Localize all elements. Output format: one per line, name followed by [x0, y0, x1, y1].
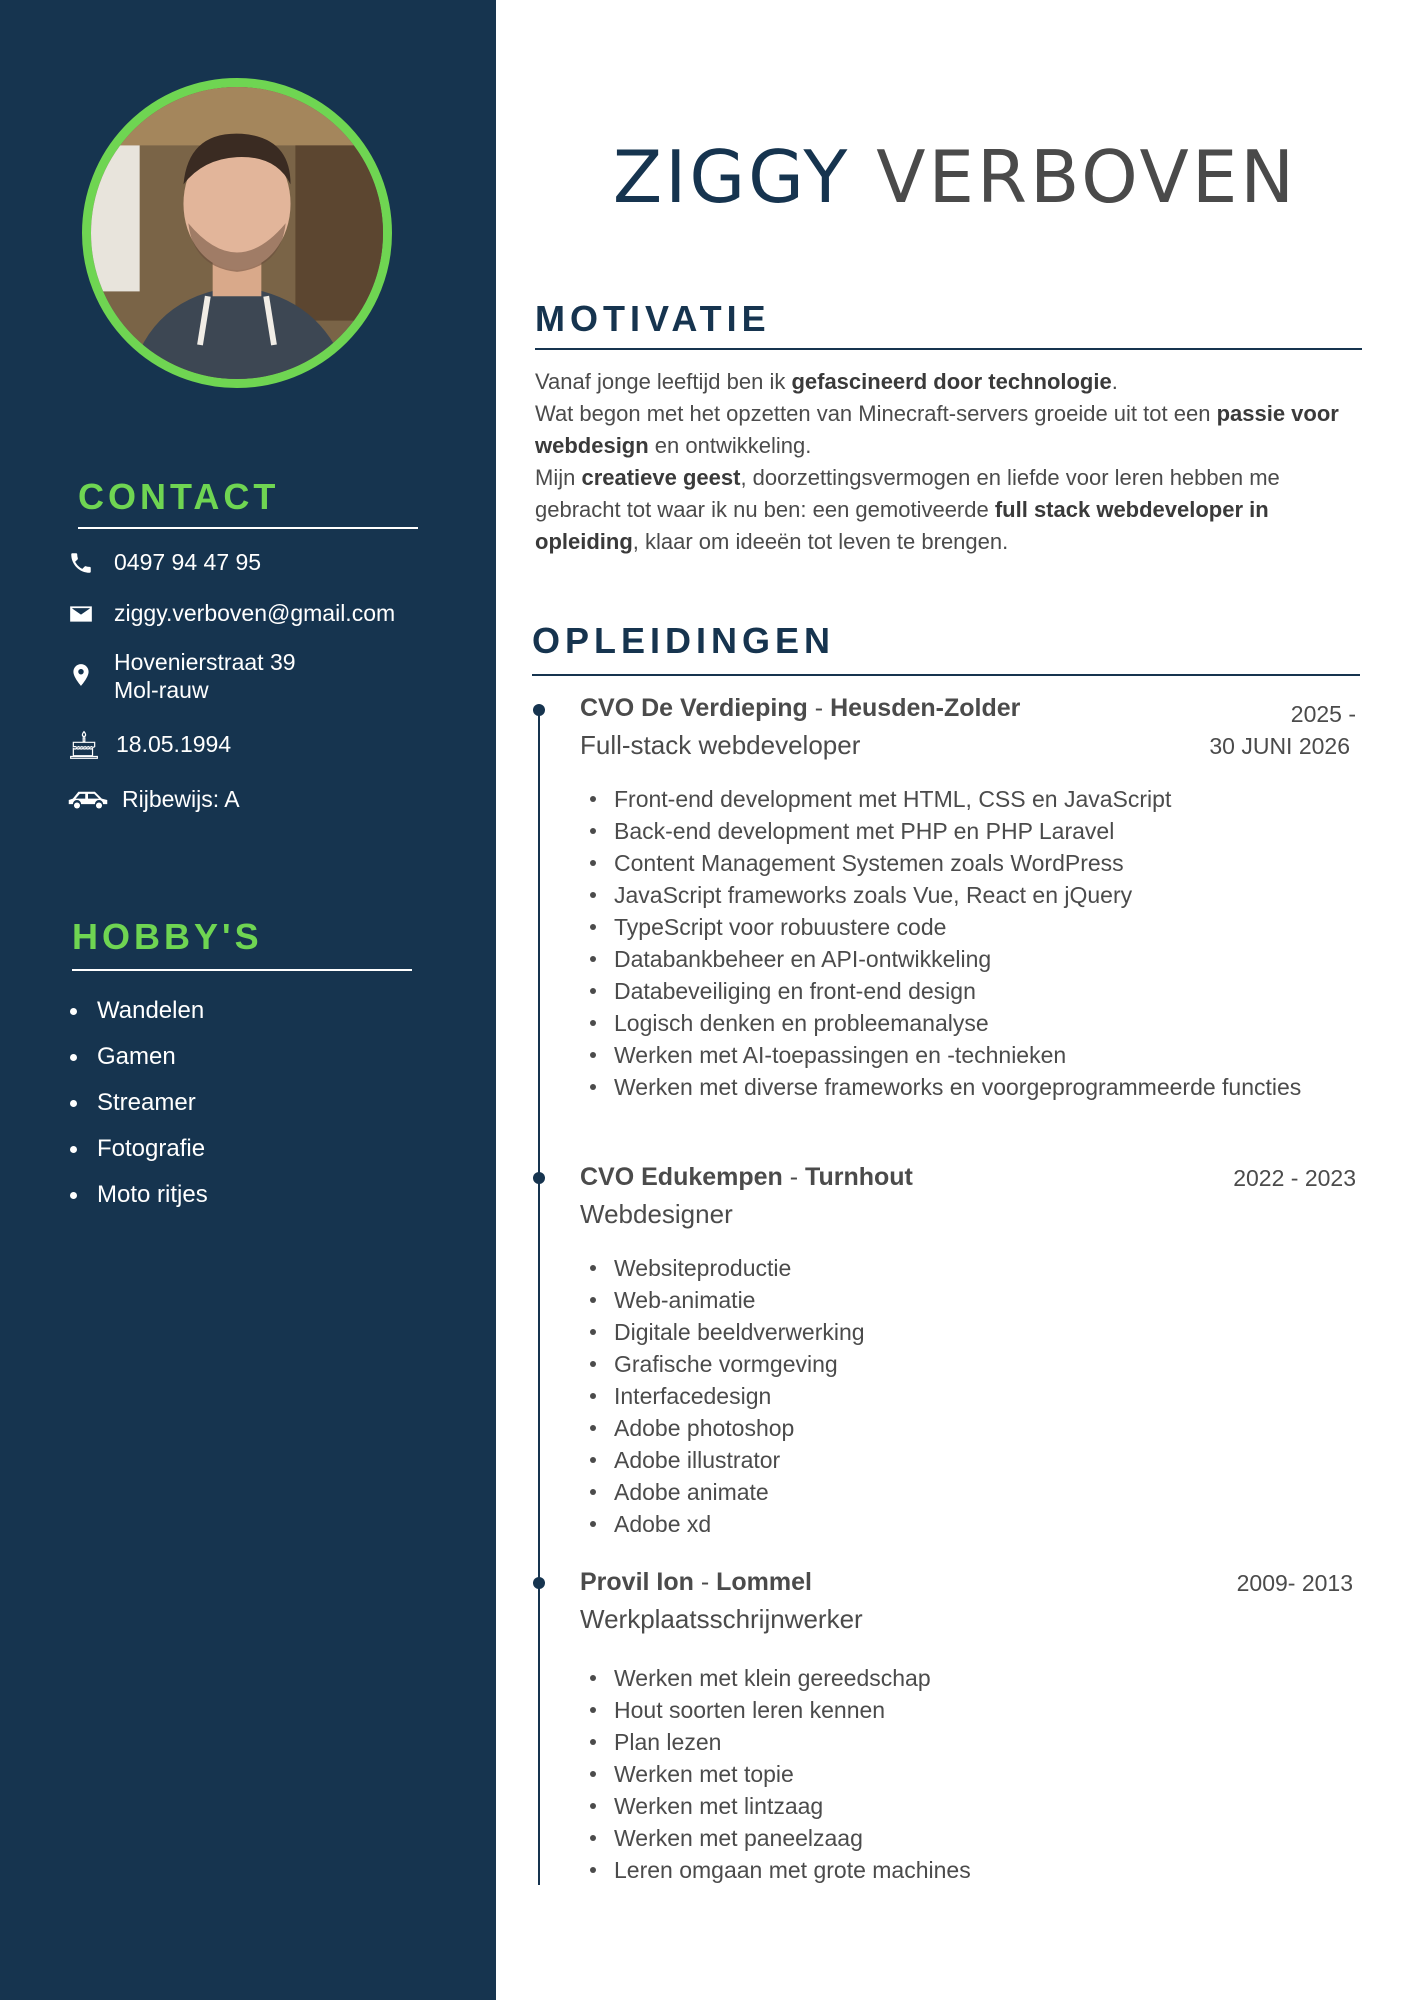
list-item: Leren omgaan met grote machines — [586, 1854, 971, 1886]
car-icon — [66, 785, 110, 815]
phone-icon — [66, 548, 96, 578]
list-item: Werken met topie — [586, 1758, 971, 1790]
education-date-start: 2025 - — [1290, 701, 1356, 727]
list-item: Websiteproductie — [586, 1252, 865, 1284]
school-name: CVO Edukempen — [580, 1163, 783, 1191]
list-item: Front-end development met HTML, CSS en JavaScript — [586, 783, 1301, 815]
motivation-divider — [535, 348, 1362, 350]
hobby-list — [66, 988, 208, 1218]
education-school — [580, 1568, 812, 1597]
phone-number[interactable]: 0497 94 47 95 — [114, 549, 262, 575]
motivation-text-part: . — [1111, 369, 1118, 394]
hobby-item: Streamer — [66, 1080, 208, 1126]
education-role: Full-stack webdeveloper — [580, 730, 861, 760]
timeline-dot — [533, 704, 545, 716]
profile-photo-illustration — [91, 87, 383, 379]
school-separator: - — [807, 694, 831, 722]
education-date — [1237, 1567, 1353, 1599]
profile-photo — [82, 78, 392, 388]
motivation-text-part: Vanaf jonge leeftijd ben ik — [535, 369, 792, 394]
education-school — [580, 1163, 913, 1192]
hobby-item: Wandelen — [66, 988, 208, 1034]
school-separator: - — [782, 1163, 806, 1191]
contact-birthdate — [66, 730, 231, 760]
motivation-text-part: Wat begon met het opzetten van Minecraft-servers groeide uit tot een — [535, 401, 1217, 426]
list-item: Werken met lintzaag — [586, 1790, 971, 1822]
motivation-heading: MOTIVATIE — [535, 298, 771, 339]
hobbies-divider — [72, 969, 412, 971]
list-item: Adobe illustrator — [586, 1444, 865, 1476]
motivation-text-part: , klaar om ideeën tot leven te brengen. — [632, 529, 1009, 554]
school-separator: - — [693, 1568, 717, 1596]
school-location: Lommel — [716, 1568, 812, 1596]
list-item: Digitale beeldverwerking — [586, 1316, 865, 1348]
education-role: Werkplaatsschrijnwerker — [580, 1604, 863, 1634]
hobby-item: Gamen — [66, 1034, 208, 1080]
motivation-highlight: passie voor webdesign — [535, 401, 1339, 458]
list-item: Databeveiliging en front-end design — [586, 975, 1301, 1007]
education-role: Webdesigner — [580, 1199, 733, 1229]
list-item: Web-animatie — [586, 1284, 865, 1316]
school-location: Heusden-Zolder — [830, 694, 1021, 722]
education-points — [586, 783, 1301, 1103]
address-street: Hovenierstraat 39 — [114, 649, 296, 675]
list-item: TypeScript voor robuustere code — [586, 911, 1301, 943]
list-item: Werken met diverse frameworks en voorgeprogrammeerde functies — [586, 1071, 1301, 1103]
location-pin-icon — [66, 660, 96, 690]
list-item: Adobe animate — [586, 1476, 865, 1508]
mail-icon — [66, 599, 96, 629]
motivation-text-part: en ontwikkeling. — [648, 433, 812, 458]
timeline-line — [538, 710, 540, 1885]
list-item: Databankbeheer en API-ontwikkeling — [586, 943, 1301, 975]
education-date — [1233, 1162, 1356, 1194]
birthdate: 18.05.1994 — [116, 731, 232, 757]
list-item: Adobe photoshop — [586, 1412, 865, 1444]
education-divider — [532, 674, 1360, 676]
education-heading: OPLEIDINGEN — [532, 620, 836, 661]
last-name: VERBOVEN — [876, 135, 1298, 219]
contact-email — [66, 599, 395, 629]
address-city: Mol-rauw — [114, 677, 209, 703]
motivation-highlight: gefascineerd door technologie — [791, 369, 1112, 394]
sidebar — [0, 0, 496, 2000]
education-school — [580, 694, 1020, 723]
education-date-start: 2009- 2013 — [1236, 1570, 1353, 1596]
timeline-dot — [533, 1577, 545, 1589]
birthday-cake-icon — [66, 730, 102, 760]
drivers-license: Rijbewijs: A — [122, 786, 240, 812]
list-item: Werken met AI-toepassingen en -technieken — [586, 1039, 1301, 1071]
email-address[interactable]: ziggy.verboven@gmail.com — [114, 600, 396, 626]
education-points — [586, 1662, 971, 1886]
motivation-text — [535, 366, 1365, 558]
education-date-start: 2022 - 2023 — [1233, 1165, 1356, 1191]
hobby-item: Fotografie — [66, 1126, 208, 1172]
contact-heading: CONTACT — [78, 476, 280, 517]
hobby-item: Moto ritjes — [66, 1172, 208, 1218]
list-item: Interfacedesign — [586, 1380, 865, 1412]
contact-license — [66, 785, 240, 815]
motivation-text-part: , doorzettingsvermogen en liefde voor leren hebben me gebracht tot waar ik nu ben: een gemotiveerde — [535, 465, 1280, 522]
list-item: Grafische vormgeving — [586, 1348, 865, 1380]
first-name: ZIGGY — [612, 135, 851, 219]
address — [114, 648, 296, 704]
education-date — [1209, 698, 1356, 762]
motivation-text-part: Mijn — [535, 465, 582, 490]
education-date-end: 30 JUNI 2026 — [1209, 733, 1350, 759]
motivation-highlight: creatieve geest — [581, 465, 741, 490]
list-item: Adobe xd — [586, 1508, 865, 1540]
contact-divider — [78, 527, 418, 529]
hobbies-heading: HOBBY'S — [72, 916, 263, 957]
list-item: Werken met klein gereedschap — [586, 1662, 971, 1694]
list-item: Werken met paneelzaag — [586, 1822, 971, 1854]
motivation-highlight: full stack webdeveloper in opleiding — [535, 497, 1269, 554]
list-item: Logisch denken en probleemanalyse — [586, 1007, 1301, 1039]
school-location: Turnhout — [805, 1163, 913, 1191]
list-item: Back-end development met PHP en PHP Laravel — [586, 815, 1301, 847]
contact-address — [66, 648, 296, 704]
education-points — [586, 1252, 865, 1540]
list-item: JavaScript frameworks zoals Vue, React en jQuery — [586, 879, 1301, 911]
contact-phone — [66, 548, 261, 578]
full-name — [496, 135, 1414, 219]
list-item: Plan lezen — [586, 1726, 971, 1758]
school-name: CVO De Verdieping — [580, 694, 808, 722]
list-item: Hout soorten leren kennen — [586, 1694, 971, 1726]
school-name: Provil Ion — [580, 1568, 694, 1596]
timeline-dot — [533, 1172, 545, 1184]
list-item: Content Management Systemen zoals WordPress — [586, 847, 1301, 879]
